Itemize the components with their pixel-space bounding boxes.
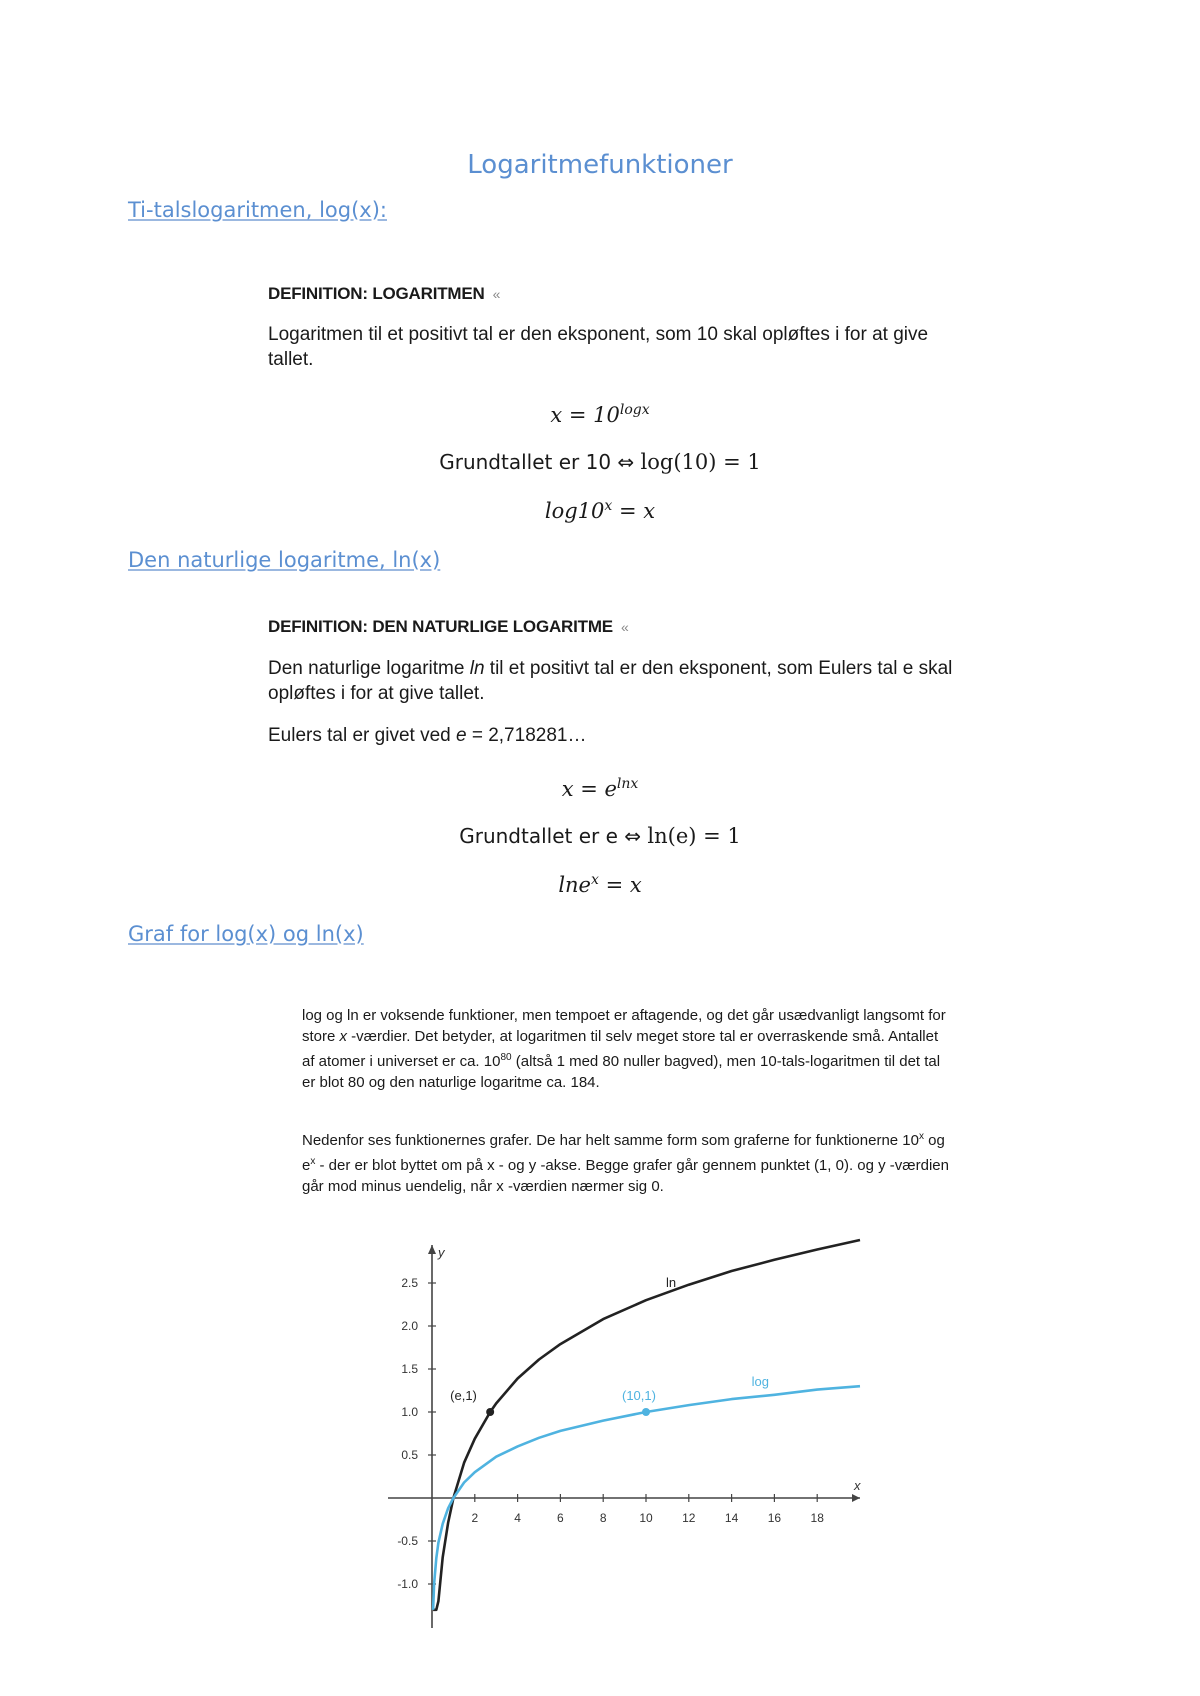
x-tick-label: 18 — [810, 1511, 824, 1525]
equation-base-e: Grundtallet er e ⇔ ln(e) = 1 — [459, 824, 741, 848]
definition-label: DEFINITION: DEN NATURLIGE LOGARITME — [268, 617, 613, 636]
curve-label-log: log — [751, 1373, 769, 1389]
x-tick-label: 6 — [557, 1511, 564, 1525]
series-ln-line — [433, 1240, 860, 1610]
y-tick-label: 2.5 — [401, 1276, 418, 1290]
definition-label: DEFINITION: LOGARITMEN — [268, 284, 485, 303]
anchor-mark: « — [492, 286, 501, 302]
curve-label-ln: ln — [666, 1275, 677, 1290]
y-tick-label: 0.5 — [401, 1448, 418, 1462]
graph-paragraph-1: log og ln er voksende funktioner, men tempoet er aftagende, og det går usædvanligt langsomt for store x -værdier. Det betyder, at logaritmen til selv meget store tal er overraskende små. Antallet af atomer i universet er ca. $10^{80}$ (altså 1 med 80 nuller bagved), men 10-tals-logaritmen til det tal er blot 80 og den naturlige logaritme ca. 184. — [302, 1007, 946, 1091]
point-marker — [642, 1408, 650, 1416]
y-tick-label: 1.5 — [401, 1362, 418, 1376]
graph-paragraph-2: Nedenfor ses funktionernes grafer. De har helt samme form som graferne for funktionerne 10$^x$ og $e^x$ - der er blot byttet om på x - og y -akse. Begge grafer går gennem punktet (1, 0). og y -værdien går mod minus uendelig, når x -værdien nærmer sig 0. — [302, 1131, 949, 1195]
x-tick-label: 10 — [639, 1511, 653, 1525]
x-tick-label: 12 — [682, 1511, 696, 1525]
y-axis-label: y — [438, 1245, 445, 1260]
point-label: (e,1) — [450, 1388, 477, 1403]
x-axis-arrow — [852, 1494, 860, 1502]
heading-ln: Den naturlige logaritme, ln(x) — [128, 548, 441, 572]
heading-graf: Graf for log(x) og ln(x) — [128, 922, 364, 946]
definition-logaritmen-text: Logaritmen til et positivt tal er den eksponent, som 10 skal opløftes i for at give tallet. — [268, 324, 929, 370]
anchor-mark: « — [620, 619, 629, 635]
point-label: (10,1) — [622, 1388, 656, 1403]
equation-lnex: lne$^x$ = x — [558, 872, 642, 897]
x-tick-label: 2 — [471, 1511, 479, 1525]
euler-text: Eulers tal er givet ved e = 2,718281… — [268, 725, 587, 746]
x-tick-label: 16 — [767, 1511, 782, 1525]
y-tick-label: 2.0 — [401, 1319, 418, 1333]
y-axis-arrow — [428, 1245, 436, 1254]
heading-log10: Ti-talslogaritmen, log(x): — [128, 198, 387, 222]
y-tick-label: -1.0 — [397, 1577, 418, 1591]
point-marker — [486, 1408, 494, 1416]
equation-log10x: $\log 10^x = x$ — [544, 498, 656, 523]
page-title: Logaritmefunktioner — [467, 150, 733, 180]
x-tick-label: 14 — [724, 1511, 739, 1525]
x-tick-label: 4 — [514, 1511, 521, 1525]
x-axis-label: x — [854, 1478, 861, 1493]
x-tick-label: 8 — [599, 1511, 607, 1525]
equation-base-10: Grundtallet er 10 ⇔ log(10) = 1 — [439, 450, 761, 474]
equation-x-10-logx: $x = 10^{logx}$ — [550, 402, 650, 427]
y-tick-label: 1.0 — [401, 1405, 418, 1419]
equation-x-e-lnx: $x = e^{lnx}$ — [561, 776, 639, 801]
y-tick-label: -0.5 — [397, 1534, 418, 1548]
definition-naturlig-text: Den naturlige logaritme ln til et positivt tal er den eksponent, som Eulers tal e skal opløftes i for at give tallet. — [268, 658, 953, 704]
